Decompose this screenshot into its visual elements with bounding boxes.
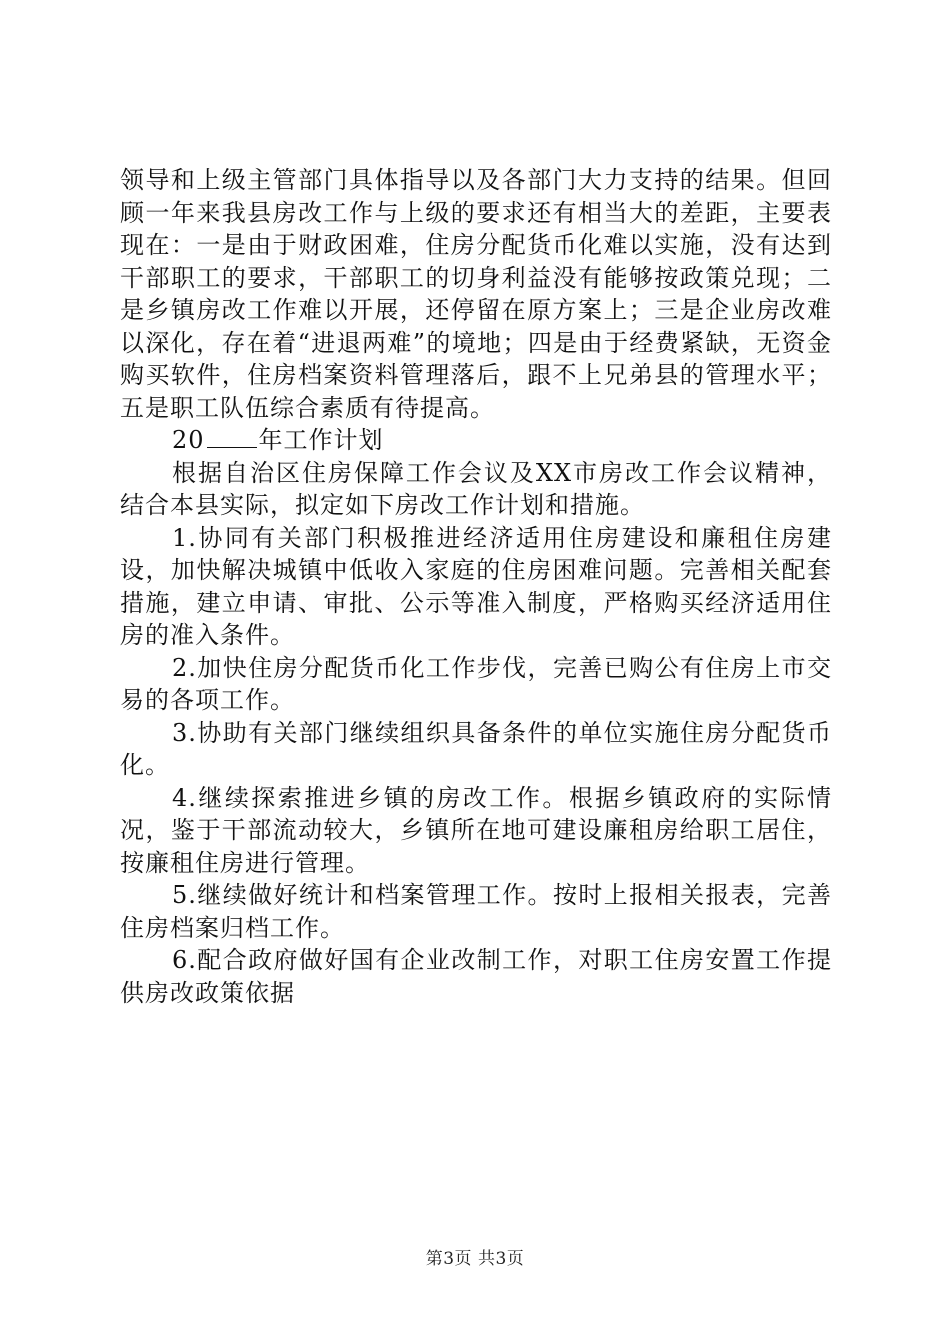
plan-heading-prefix: 20 bbox=[172, 426, 205, 454]
intro-paragraph: 根据自治区住房保障工作会议及XX市房改工作会议精神，结合本县实际，拟定如下房改工作计划和措施。 bbox=[120, 458, 832, 519]
plan-item-5: 5.继续做好统计和档案管理工作。按时上报相关报表，完善住房档案归档工作。 bbox=[120, 881, 832, 942]
plan-item-1: 1.协同有关部门积极推进经济适用住房建设和廉租住房建设，加快解决城镇中低收入家庭的住房困难问题。完善相关配套措施，建立申请、审批、公示等准入制度，严格购买经济适用住房的准入条件。 bbox=[120, 523, 832, 649]
plan-item-6: 6.配合政府做好国有企业改制工作，对职工住房安置工作提供房改政策依据 bbox=[120, 946, 832, 1007]
year-blank bbox=[207, 425, 257, 448]
document-body bbox=[120, 164, 832, 1009]
plan-heading bbox=[120, 424, 832, 457]
plan-item-3: 3.协助有关部门继续组织具备条件的单位实施住房分配货币化。 bbox=[120, 718, 832, 779]
plan-item-2: 2.加快住房分配货币化工作步伐，完善已购公有住房上市交易的各项工作。 bbox=[120, 653, 832, 714]
page-number: 第3页 共3页 bbox=[425, 1249, 525, 1269]
plan-item-4: 4.继续探索推进乡镇的房改工作。根据乡镇政府的实际情况，鉴于干部流动较大，乡镇所在地可建设廉租房给职工居住，按廉租住房进行管理。 bbox=[120, 783, 832, 877]
plan-heading-suffix: 年工作计划 bbox=[258, 426, 384, 454]
summary-paragraph: 领导和上级主管部门具体指导以及各部门大力支持的结果。但回顾一年来我县房改工作与上级的要求还有相当大的差距，主要表现在：一是由于财政困难，住房分配货币化难以实施，没有达到干部职工的要求，干部职工的切身利益没有能够按政策兑现；二是乡镇房改工作难以开展，还停留在原方案上；三是企业房改难以深化，存在着“进退两难”的境地；四是由于经费紧缺，无资金购买软件，住房档案资料管理落后，跟不上兄弟县的管理水平；五是职工队伍综合素质有待提高。 bbox=[120, 166, 832, 422]
